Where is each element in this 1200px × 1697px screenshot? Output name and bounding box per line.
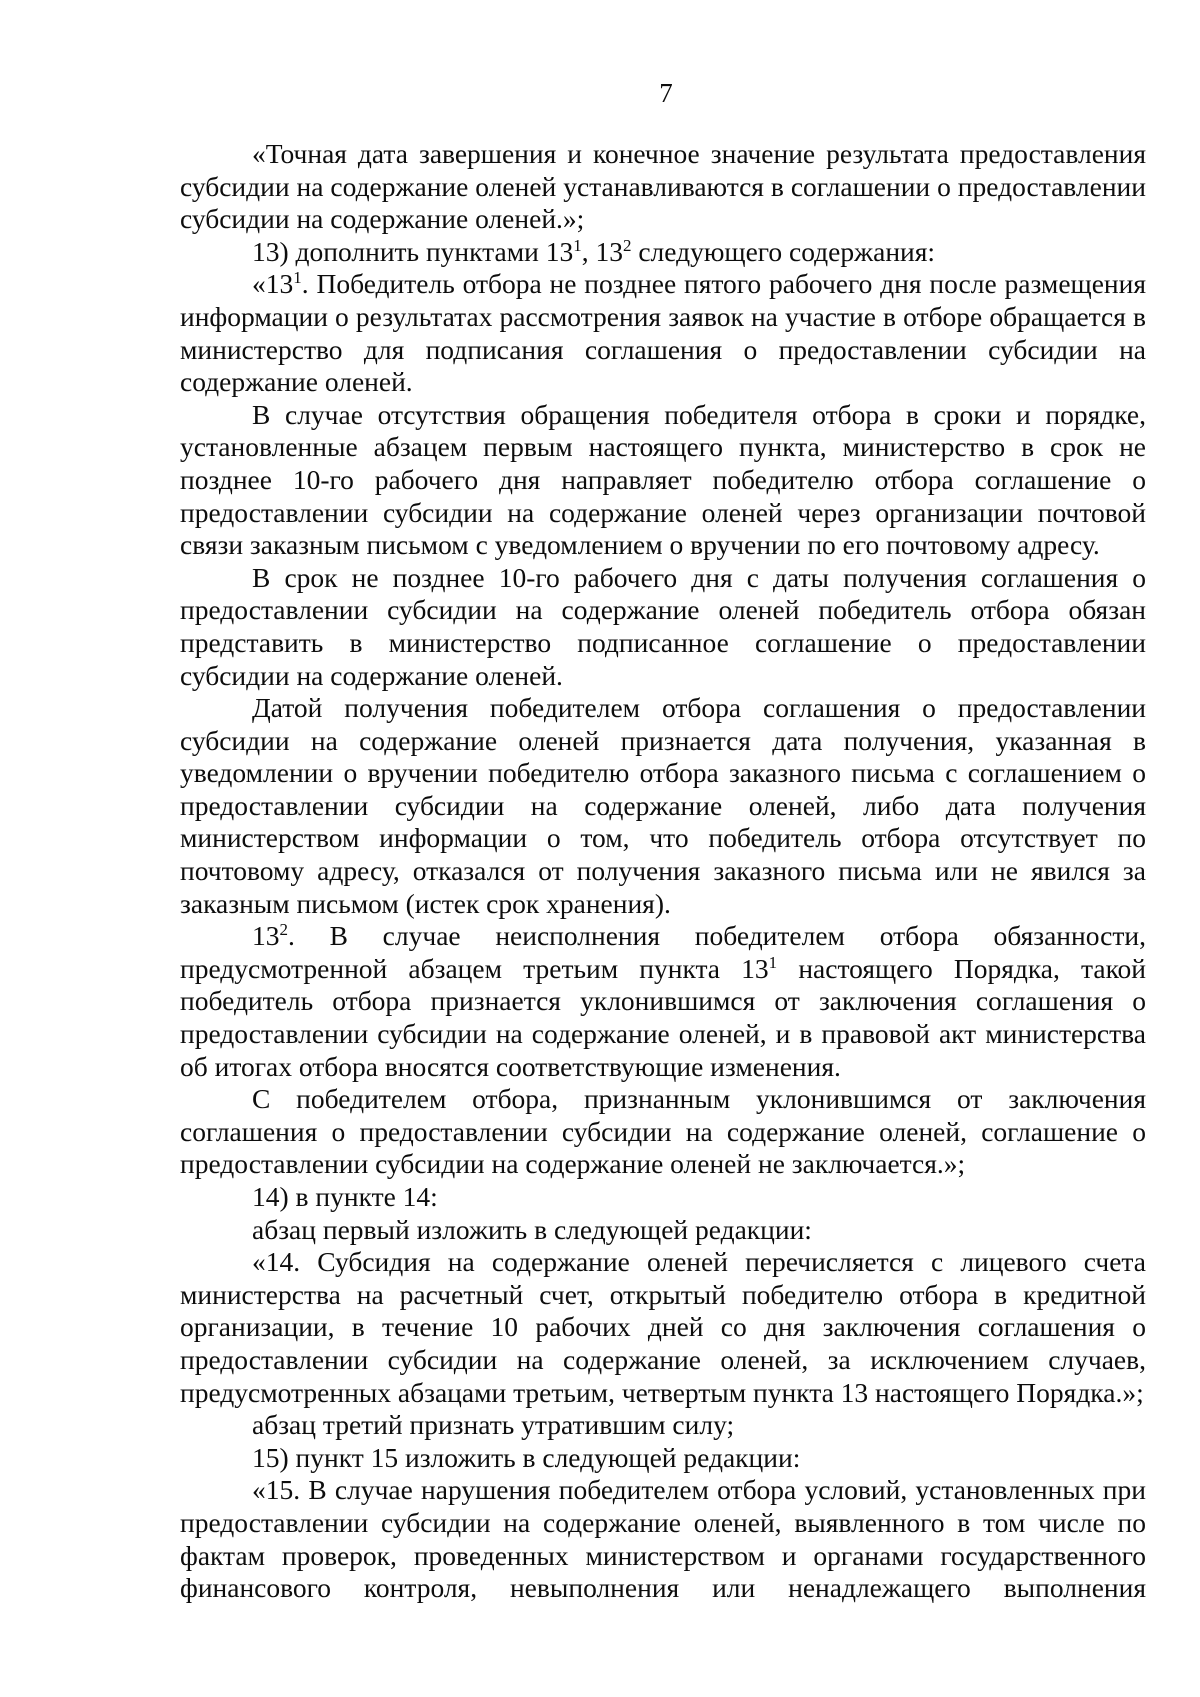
page-number: 7 bbox=[659, 78, 673, 108]
paragraph-13-2: $13^2$. В случае неисполнения победителем отбора обязанности, предусмотренной абзацем третьим пункта $13^1$ настоящего Порядка, такой победитель отбора признается уклонившимся от заключения соглашения о предоставлении субсидии на содержание оленей, и в правовой акт министерства об итогах отбора вносятся соответствующие изменения. bbox=[180, 920, 1147, 1082]
paragraph-item-13-amend: 13) дополнить пунктами $13^1$, $13^2$ следующего содержания: bbox=[252, 235, 936, 267]
paragraph-result-date: «Точная дата завершения и конечное значение результата предоставления субсидии на содержание оленей устанавливаются в соглашении о предоставлении субсидии на содержание оленей.»; bbox=[180, 138, 1146, 235]
paragraph-evasion: С победителем отбора, признанным уклонившимся от заключения соглашения о предоставлении субсидии на содержание оленей, соглашение о предоставлении субсидии на содержание оленей не заключается.»; bbox=[180, 1083, 1146, 1180]
paragraph-third-void: абзац третий признать утратившим силу; bbox=[252, 1409, 735, 1441]
paragraph-item-14-amend: 14) в пункте 14: bbox=[252, 1181, 438, 1212]
paragraph-13-1: «$13^1$. Победитель отбора не позднее пятого рабочего дня после размещения информации о результатах рассмотрения заявок на участие в отборе обращается в министерство для подписания соглашения о предоставлении субсидии на содержание оленей. bbox=[180, 268, 1146, 398]
document-body bbox=[180, 138, 1146, 1605]
paragraph-signing-deadline: В срок не позднее 10-го рабочего дня с даты получения соглашения о предоставлении субсидии на содержание оленей победитель отбора обязан представить в министерство подписанное соглашение о предоставлении субсидии на содержание оленей. bbox=[180, 561, 1146, 691]
paragraph-item-15-amend: 15) пункт 15 изложить в следующей редакции: bbox=[252, 1441, 801, 1473]
paragraph-first-paragraph-edit: абзац первый изложить в следующей редакции: bbox=[252, 1213, 812, 1245]
paragraph-receipt-date: Датой получения победителем отбора соглашения о предоставлении субсидии на содержание оленей признается дата получения, указанная в уведомлении о вручении победителю отбора заказного письма с соглашением о предоставлении субсидии на содержание оленей, либо дата получения министерством информации о том, что победитель отбора отсутствует по почтовому адресу, отказался от получения заказного письма или не явился за заказным письмом (истек срок хранения). bbox=[180, 692, 1146, 919]
paragraph-no-appeal: В случае отсутствия обращения победителя отбора в сроки и порядке, установленные абзацем первым настоящего пункта, министерство в срок не позднее 10-го рабочего дня направляет победителю отбора соглашение о предоставлении субсидии на содержание оленей через организации почтовой связи заказным письмом с уведомлением о вручении по его почтовому адресу. bbox=[180, 398, 1146, 561]
paragraph-15: «15. В случае нарушения победителем отбора условий, установленных при предоставлении субсидии на содержание оленей, выявленного в том числе по фактам проверок, проведенных министерством и органами государственного финансового контроля, невыполнения или ненадлежащего выполнения bbox=[180, 1474, 1146, 1604]
paragraph-14: «14. Субсидия на содержание оленей перечисляется с лицевого счета министерства на расчетный счет, открытый победителю отбора в кредитной организации, в течение 10 рабочих дней со дня заключения соглашения о предоставлении субсидии на содержание оленей, за исключением случаев, предусмотренных абзацами третьим, четвертым пункта 13 настоящего Порядка.»; bbox=[180, 1246, 1146, 1408]
